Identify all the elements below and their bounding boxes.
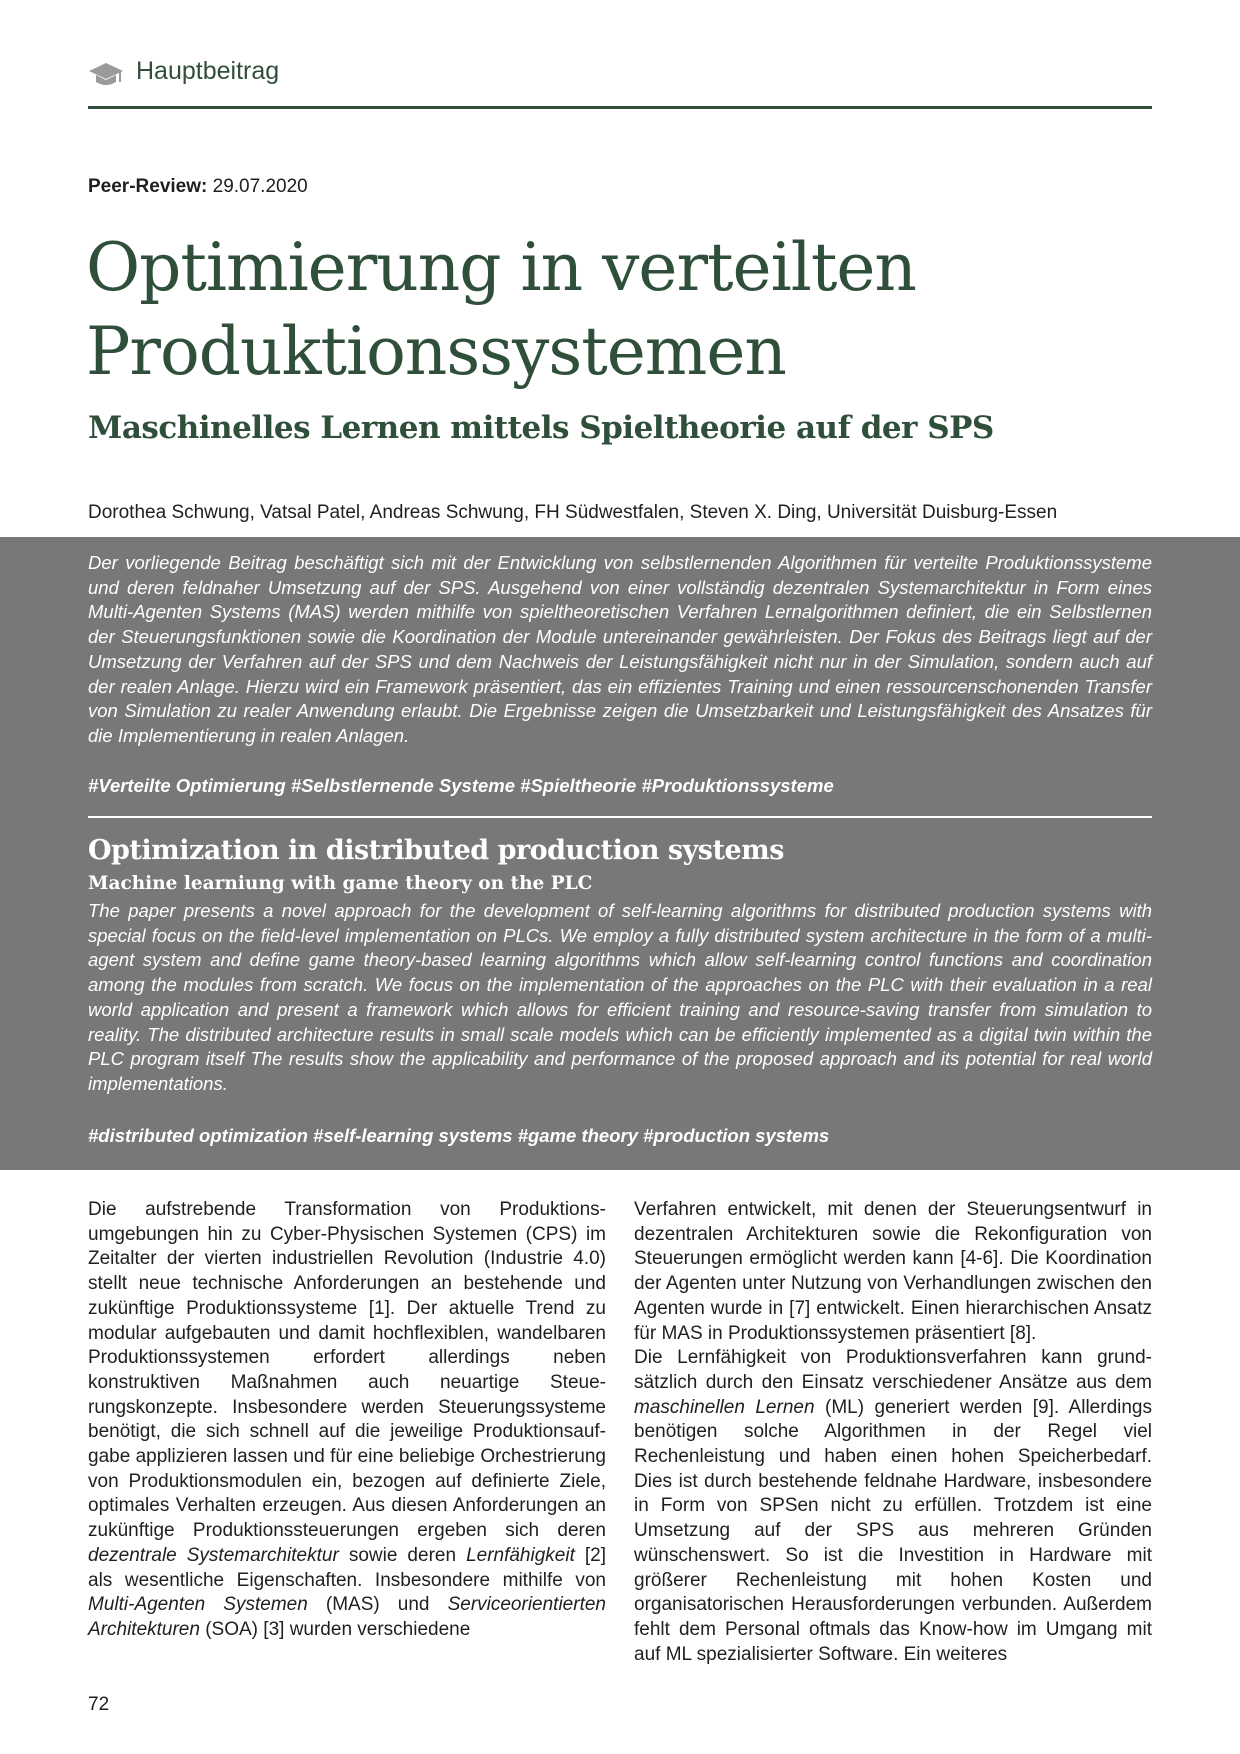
peer-review-label: Peer-Review: (88, 176, 208, 197)
section-header (88, 56, 1152, 109)
body-text: sowie deren (338, 1544, 467, 1566)
section-label: Hauptbeitrag (136, 57, 280, 85)
body-text: Die Lernfähigkeit von Produktionsverfahren kann grundsätzlich durch den Einsatz verschiedener Ansätze aus dem (634, 1347, 1152, 1393)
english-subtitle: Machine learniung with game theory on the PLC (88, 873, 593, 894)
abstract-german: Der vorliegende Beitrag beschäftigt sich mit der Entwicklung von selbstlernenden Algorithmen für verteilte Produktionssysteme und deren feldnaher Umsetzung auf der SPS. Ausgehend von einer vollständig dezentralen Systemarchitektur in Form eines Multi-Agenten Systems (MAS) werden mithilfe von spieltheoretischen Verfahren Lernalgorithmen definiert, die ein Selbstlernen der Steuerungsfunktionen sowie die Koordination der Module untereinander gewährleisten. Der Fokus des Beitrags liegt auf der Umsetzung der Verfahren auf der SPS und dem Nachweis der Leistungsfähigkeit nicht nur in der Simulation, sondern auch auf der realen Anlage. Hierzu wird ein Framework präsentiert, das ein effizientes Training und einen ressourcenschonenden Transfer von Simulation zu realer Anwendung erlaubt. Die Ergebnisse zeigen die Umsetzbarkeit und Leistungsfähigkeit des Ansatzes für die Implementierung in realen Anlagen. (88, 552, 1152, 746)
body-emphasis: dezentrale Systemarchitektur (88, 1544, 339, 1566)
body-emphasis: maschinellen Lernen (634, 1396, 815, 1418)
body-text: [2] als wesentliche Eigenschaften. Insbesondere mithilfe von (88, 1544, 607, 1591)
english-title: Optimization in distributed production systems (88, 835, 784, 866)
abstract-divider (88, 816, 1152, 818)
abstract-english: The paper presents a novel approach for the development of self-learning algorithms for distributed production systems with special focus on the field-level implementation on PLCs. We employ a fully distributed system architecture in the form of a multi-agent system and define game theory-based learning algorithms which allow self-learning control functions and coordination among the modules from scratch. We focus on the implementation of the approaches on the PLC with their evaluation in a real world application and present a framework which allows for efficient training and resource-saving transfer from simulation to reality. The distributed architecture results in small scale models which can be efficiently implemented as a digital twin within the PLC program itself The results show the applicability and performance of the proposed approach and its potential for real world implementations. (88, 900, 1152, 1094)
peer-review-line (88, 176, 308, 198)
article-title: Optimierung in verteilten Produktionssystemen (86, 229, 916, 390)
keywords-german: #Verteilte Optimierung #Selbstlernende Systeme #Spieltheorie #Produktionssysteme (88, 775, 834, 796)
body-paragraph (634, 1346, 1152, 1667)
peer-review-date: 29.07.2020 (212, 176, 308, 197)
body-paragraph: Verfahren entwickelt, mit denen der Steuerungsentwurf in dezentralen Architekturen sowie die Rekonfiguration von Steuerungen ermöglicht werden kann [4-6]. Die Koordination der Agenten unter Nutzung von Verhandlungen zwischen den Agenten wurde in [7] entwickelt. Einen hierarchischen Ansatz für MAS in Produktionssystemen präsentiert [8]. (634, 1199, 1152, 1344)
body-text: (SOA) [3] wurden verschiedene (199, 1618, 471, 1640)
body-paragraph (88, 1198, 606, 1643)
body-emphasis: Multi-Agenten Systemen (88, 1594, 308, 1616)
article-subtitle: Maschinelles Lernen mittels Spieltheorie auf der SPS (88, 410, 994, 446)
body-column-left (88, 1198, 606, 1643)
keywords-english: #distributed optimization #self-learning systems #game theory #production systems (88, 1125, 830, 1146)
page-number: 72 (88, 1694, 110, 1715)
author-list: Dorothea Schwung, Vatsal Patel, Andreas Schwung, FH Südwestfalen, Steven X. Ding, Universität Duisburg-Essen (88, 502, 1058, 523)
graduation-cap-icon (88, 60, 124, 90)
body-emphasis: Lernfähigkeit (466, 1544, 575, 1566)
body-text: (MAS) und (307, 1594, 448, 1616)
body-column-right (634, 1198, 1152, 1667)
abstract-box (0, 537, 1240, 1170)
body-text: Die aufstrebende Transformation von Produktionsumgebungen hin zu Cyber-Physischen Systemen (CPS) im Zeitalter der vierten industriellen Revolution (Industrie 4.0) stellt neue technische Anforderungen an bestehende und zukünftige Produktionssysteme [1]. Der aktuelle Trend zu modular aufgebauten und damit hochflexiblen, wandelbaren Produktionssystemen erfordert allerdings neben konstruktiven Maßnahmen auch neuartige Steuerungskonzepte. Insbesondere werden Steuerungssysteme benötigt, die sich schnell auf die jeweilige Produktionsaufgabe applizieren lassen und für eine beliebige Orchestrierung von Produktionsmodulen ein, bezogen auf definierte Ziele, optimales Verhalten erzeugen. Aus diesen Anforderungen an zukünftige Produktionssteuerungen ergeben sich deren (88, 1199, 606, 1542)
body-emphasis: Serviceorientierten Architekturen (88, 1594, 606, 1640)
body-text: (ML) generiert werden [9]. Allerdings benötigen solche Algorithmen in der Regel viel Rechenleistung und haben einen hohen Speicherbedarf. Dies ist durch bestehende feldnahe Hardware, insbesondere in Form von SPSen nicht zu erfüllen. Trotzdem ist eine Umsetzung auf der SPS aus mehreren Gründen wünschenswert. So ist die Investition in Hardware mit größerer Rechenleistung mit hohen Kosten und organisatorischen Herausforderungen verbunden. Außerdem fehlt dem Personal oftmals das Know-how im Umgang mit auf ML spezialisierter Software. Ein weiteres (634, 1396, 1152, 1665)
